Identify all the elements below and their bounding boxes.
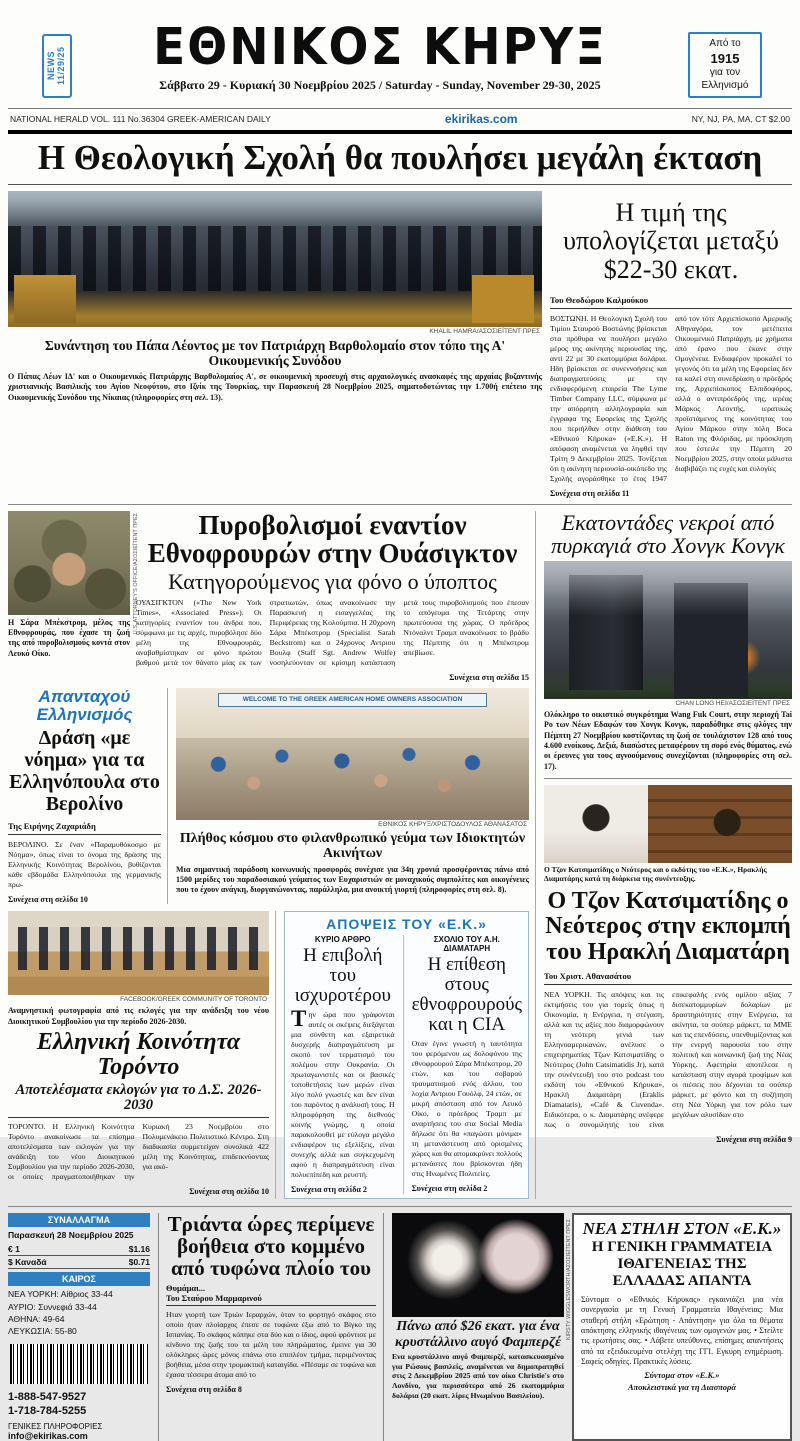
shooting-body: ΟΥΑΣΙΓΚΤΟΝ («The New York Times», «Associated Press»). Οι κατηγορίες εναντίον του άνδρα που, σύμφωνα με τις αρχές, πυροβόλησε δύο μέλη της Εθνοφρουράς, αναβαθμίστηκαν σε φόνο πρώτου βαθμού μετά τον θάνατο μίας εκ των στρατιωτών, όπως ανακοίνωσε την Παρασκευή η εισαγγελέας της Περιφέρειας της Κολούμπια. Η 20χρονη Σάρα Μπέκστρομ (Specialist Sarah Beckstrom) και ο 24χρονος Αντριου Βουλφ (Staff Sgt. Andrew Wolfe) νοσηλεύονταν σε κρίσιμη κατάσταση μετά τους πυροβολισμούς που έπεσαν το απόγευμα της Τετάρτης στην πρωτεύουσα της χώρας. Ο πρόεδρος Ντόναλντ Τραμπ ανακοίνωσε το βράδυ της Πέμπτης ότι η Μπέκστρομ απεβίωσε. [136,597,529,667]
opinions-box [284,911,529,1199]
comment-kicker: ΣΧΟΛΙΟ ΤΟΥ Α.Η. ΔΙΑΜΑΤΑΡΗ [433,935,500,954]
diaspora-kicker: Απανταχού Ελληνισμός [36,686,133,724]
berlin-headline: Δράση «με νόημα» για τα Ελληνόπουλα στο Βερολίνο [9,727,160,816]
website-link[interactable]: ekirikas.com [444,112,518,126]
hongkong-photo [544,561,792,699]
masthead-info-row [8,108,792,128]
section-divider [8,504,792,505]
price-info: NY, NJ, PA, MA, CT $2.00 [691,114,790,124]
since-line1: Από το [709,38,741,49]
weather-header: ΚΑΙΡΟΣ [8,1272,150,1286]
exchange-header: ΣΥΝΑΛΛΑΓΜΑ [8,1213,150,1227]
weather-tomorrow: ΑΥΡΙΟ: Συννεφιά 33-44 [8,1301,97,1312]
since-year: 1915 [710,50,740,66]
typhoon-headline: Τριάντα ώρες περίμενε βοήθεια στο κομμένο από τυφώνα πλοίο του [167,1212,375,1281]
katsimatidis-photo-right-panel [648,785,792,863]
lead-photo [8,191,542,327]
shooting-headline: Πυροβολισμοί εναντίον Εθνοφρουρών στην Ουάσιγκτον [147,509,518,568]
rates-weather-panel [8,1213,150,1441]
toronto-photo-credit: FACEBOOK/GREEK COMMUNITY OF TORONTO [120,996,267,1004]
faberge-caption-text: Ενα κρυστάλλινο αυγό Φαμπερζέ, κατασκευασμένο για Ρώσους βασιλείς, αναμένεται να δημοπρατηθεί στις 2 Δεκεμβρίου 2025 από τον οίκο Christie's στο Λονδίνο, για περισσότερα από 26 εκατομμύρια δολάρια (20 εκατ. λίρες Ηνωμένου Βασιλείου). [392,1352,564,1400]
faberge-photo-credit: KIRSTY WIGGLESWORTH/ΑΣΟΣΙΕΪΤΕΝΤ ΠΡΕΣ [566,1219,572,1341]
new-column-foot2: Αποκλειστικά για τη Διασπορά [627,1381,737,1392]
lead-body: ΒΟΣΤΩΝΗ. Η Θεολογική Σχολή του Τιμίου Σταυρού Βοστώνης βρίσκεται στα πρόθυρα να πουλήσει μεγάλο μέρος της ακίνητης περιουσίας της, αντί 22 με 30 εκατομμύρια δολάρια. Ηδη βρίσκεται σε συνεννοήσεις και διαπραγματεύσεις με την ενδιαφερόμενη εταιρεία The Lyme Timber Company LLC, σύμφωνα με την απόρρητη αλληλογραφία και έγγραφα της Εφορείας της Σχολής που περιήλθαν στην διάθεση του «Εθνικού Κήρυκα» («Ε.Κ.»). Η απόφαση αναμένεται να ληφθεί την Τρίτη 9 Δεκεμβρίου 2025. Τονίζεται ότι η ακίνητη περιουσία-οικόπεδο της Σχολής αγοράσθηκε το έτος 1947 από τον τότε Αρχιεπίσκοπο Αμερικής Αθηναγόρα, τον μετέπειτα Οικουμενικό Πατριάρχη, με χρήματα από έρανο που έκανε στην Ομογένεια. Ενδιαφέρον προκαλεί το γεγονός ότι τα μέλη της Εφορείας δεν τα καλεί στη συνεδρίαση ο πρόεδρός της, Αρχιεπίσκοπος Ελπιδοφόρος, αλλά ο αντιπρόεδρός της, ιερέας Μάρκος Λεοντής, ιερατικώς προϊστάμενος της κοινότητας του Αγίου Μάρκου στην πόλη Boca Raton της Φλόριδας, με πρόσκληση που έστειλε την Πέμπτη 20 Νοεμβρίου 2025, στην οποία μάλιστα διαβιβάζει τις ευχές και ευλογίες [550,313,792,483]
katsimatidis-headline: Ο Τζον Κατσιματίδης ο Νεότερος στην εκπομπή του Ηρακλή Διαματάρη [545,887,791,965]
new-column-headline2: Η ΓΕΝΙΚΗ ΓΡΑΜΜΑΤΕΙΑ ΙΘΑΓΕΝΕΙΑΣ ΤΗΣ ΕΛΛΑΔΑΣ ΑΠΑΝΤΑ [591,1238,773,1290]
opinions-title: ΑΠΟΨΕΙΣ ΤΟΥ «Ε.Κ.» [326,916,487,933]
rate-cad-label: $ Καναδά [8,1257,47,1268]
lead-headline: Η Θεολογική Σχολή θα πουλήσει μεγάλη έκταση [8,134,792,185]
lead-subheadline: Η τιμή της υπολογίζεται μεταξύ $22-30 εκατ. [563,197,779,284]
shooting-subheadline: Κατηγορούμενος για φόνο ο ύποπτος [168,568,497,594]
homeowners-banner-text: WELCOME TO THE GREEK AMERICAN HOME OWNERS ASSOCIATION [218,693,486,707]
toronto-subheadline: Αποτελέσματα εκλογών για το Δ.Σ. 2026-2030 [8,1083,269,1117]
rate-euro-value: $1.16 [128,1244,150,1255]
weather-athens: ΑΘΗΝΑ: 49-64 [8,1313,65,1324]
toronto-body: ΤΟΡΟΝΤΟ. Η Ελληνική Κοινότητα Τορόντο ανακοίνωσε τα επίσημα αποτελέσματα των εκλογών για την ανάδειξη του νέου Διοικητικού Συμβουλίου για την περίοδο 2026-2030, οι οποίες πραγματοποιήθηκαν την Κυριακή 23 Νοεμβρίου στο Πολυμενάκειο Πολιτιστικό Κέντρο. Στη διαδικασία συμμετείχαν συνολικά 422 μέλη της Κοινότητας, επιδεικνύοντας για ακό- [8,1121,269,1181]
rate-euro-label: € 1 [8,1244,20,1255]
homeowners-photo-credit: ΕΘΝΙΚΟΣ ΚΗΡΥΞ/ΧΡΙΣΤΟΔΟΥΛΟΣ ΑΘΑΝΑΣΑΤΟΣ [378,820,527,828]
editorial-headline: Η επιβολή του ισχυροτέρου [294,945,391,1007]
toronto-photo [8,911,269,995]
rate-cad-value: $0.71 [128,1257,150,1268]
berlin-body: ΒΕΡΟΛΙΝΟ. Σε έναν «Παραμυθόκοσμο με Νόημα», όπως είναι το όνομα της δράσης της Ελληνικής Κοινότητας Βερολίνου, βυθίζονται κάθε εβδομάδα Ελληνόπουλα της γερμανικής πρω- [8,840,161,890]
shooting-continuation: Συνέχεια στη σελίδα 15 [449,672,529,682]
opinion-editorial [291,935,395,1194]
katsimatidis-body: ΝΕΑ ΥΟΡΚΗ. Τις απόψεις και τις εκτιμήσεις του για τομείς όπως η Οικονομία, η Ενέργεια, η στέγαση, αλλά και τις αξίες που διαμορφώνουν τη νεότερη γενιά των Ελληνοαμερικανών, ανέλυσε ο επιχειρηματίας Τζων Κατσιματίδης ο Νεότερος (John Catsimatidis Jr), κατά την συνέντευξή του στο podcast του εκδότη του «Εθνικού Κήρυκα», Ηρακλή Διαματάρη (Eraklis Diamataris), «Café & Cuvenda». Ειδικότερα, ο κ. Διαματάρης ανέφερε πως ο συνομιλητής του είναι επικεφαλής ενός ομίλου αξίας 7 δισεκατομμυρίων δολαρίων με δραστηριότητες στην Ενέργεια, τα ακίνητα, τα σούπερ μάρκετ, τα ΜΜΕ και τις επενδύσεις, υπενθυμίζοντας και την ενεργή παρουσία του στην πολιτική και κοινωνική ζωή της Νέας Υόρκης. Αφετηρία αποτέλεσε η κατάσταση στην αγορά τροφίμων και οι πιέσεις που δέχονται τα σούπερ μάρκετ, με φόντο και τη συζήτηση στη Νέα Υόρκη για τον ρόλο των μεγάλων αλυσίδων στο [544,990,792,1130]
katsimatidis-photo [544,785,792,863]
lead-caption-text: Ο Πάπας Λέων ΙΔ' και ο Οικουμενικός Πατριάρχης Βαρθολομαίος Α', σε οικουμενική προσευχή στις αρχαιολογικές ανασκαφές της αρχαίας βυζαντινής χριστιανικής Βασιλικής του Αγίου Νεοφύτου, στο Ιζνίκ της Τουρκίας, την Παρασκευή 28 Νοεμβρίου 2025, σηματοδοτώντας την 1.700ή επέτειο της Οικουμενικής Συνόδου της Νίκαιας (πληροφορίες στη σελ. 13). [8,371,542,402]
lead-continuation: Συνέχεια στη σελίδα 11 [550,488,630,498]
beckstrom-caption: Η Σάρα Μπέκστρομ, μέλος της Εθνοφρουράς, που έχασε τη ζωή της από πυροβολισμούς κοντά στον Λευκό Οίκο. [8,617,130,658]
editorial-body: Την ώρα που γράφονται αυτές οι σκέψεις διεξάγεται μια σύνθετη και εξαιρετικά δυσχερής διαπραγμάτευση με σκοπό τον τερματισμό του πολέμου στην Ουκρανία. Οι πρωταγωνιστές και οι βασικές τοποθετήσεις των μερών είναι λίγο πολύ γνωστές και δεν είναι του παρόντος η ανάλυσή τους. Η πληροφόρηση της διεθνούς κοινής γνώμης, η οποία παρακολουθεί με εύλογα μεγάλο ενδιαφέρον τις εξελίξεις, είναι συνεχής αλλά και συγκεχυμένη αφού η διαπραγμάτευση είναι πολυεπίπεδη και ρευστή. [291,1006,395,1180]
phone-number-1[interactable]: 1-888-547-9527 [8,1390,87,1403]
typhoon-kicker: Θυμάμαι... [166,1283,206,1294]
phone-number-2[interactable]: 1-718-784-5255 [8,1404,87,1417]
new-column-foot1: Σύντομα στον «Ε.Κ.» [644,1370,720,1381]
berlin-continuation: Συνέχεια στη σελίδα 10 [8,895,88,905]
lead-caption-title: Συνάντηση του Πάπα Λέοντος με τον Πατριάρχη Βαρθολομαίο στον τόπο της Α' Οικουμενικής Συνόδου [44,337,506,369]
newspaper-title: ΕΘΝΙΚΟΣ ΚΗΡΥΞ [153,17,607,78]
faberge-photo [392,1213,564,1317]
dateline: Σάββατο 29 - Κυριακή 30 Νοεμβρίου 2025 / Saturday - Sunday, November 29-30, 2025 [159,77,601,92]
rate-row-cad [8,1256,150,1269]
toronto-headline: Ελληνική Κοινότητα Τορόντο [36,1029,241,1080]
exchange-date: Παρασκευή 28 Νοεμβρίου 2025 [8,1230,134,1241]
hongkong-headline: Εκατοντάδες νεκροί από πυρκαγιά στο Χονγκ Κονγκ [551,509,785,558]
weather-ny: ΝΕΑ ΥΟΡΚΗ: Αίθριος 33-44 [8,1289,113,1300]
berlin-story [8,688,168,905]
faberge-caption-title: Πάνω από $26 εκατ. για ένα κρυστάλλινο αυγό Φαμπερζέ [395,1319,561,1350]
since-1915-box [688,32,762,98]
typhoon-story [158,1213,384,1441]
editorial-kicker: ΚΥΡΙΟ ΑΡΘΡΟ [314,935,371,945]
comment-headline: Η επίθεση στους εθνοφρουρούς και η CIA [411,954,522,1036]
new-column-headline1: ΝΕΑ ΣΤΗΛΗ ΣΤΟΝ «Ε.Κ.» [582,1219,782,1239]
news-edition-box [42,34,72,98]
new-column-box [572,1213,792,1441]
hongkong-caption: Ολόκληρο το οικιστικό συγκρότημα Wang Fuk Court, στην περιοχή Tai Po των Νέων Εδαφών του Χονγκ Κονγκ, παραδόθηκε στις φλόγες την Πέμπτη 27 Νοεμβρίου κοστίζοντας τη ζωή σε τουλάχιστον 128 από τους 4.600 ενοίκους. Δεξιά, διασώστες μεταφέρουν τη σορό ενός θύματος, ενώ οι έρευνες για τους αγνοούμενους συνεχίζονται (πληροφορίες στη σελ. 17). [544,709,792,771]
homeowners-caption-title: Πλήθος κόσμου στο φιλανθρωπικό γεύμα των Ιδιοκτητών Ακινήτων [179,830,526,862]
comment-continuation: Συνέχεια στη σελίδα 2 [411,1184,488,1194]
katsimatidis-continuation: Συνέχεια στη σελίδα 9 [716,1135,792,1145]
berlin-byline: Της Ειρήνης Ζαχαριάδη [8,821,161,835]
homeowners-story [176,688,529,905]
typhoon-continuation: Συνέχεια στη σελίδα 8 [166,1385,242,1395]
since-line2: για τον [709,67,741,78]
katsimatidis-caption: Ο Τζον Κατσιματίδης ο Νεότερος και ο εκδότης του «Ε.Κ.», Ηρακλής Διαματάρης κατά τη διάρκεια της συνέντευξης. [544,865,767,884]
katsimatidis-story [544,785,792,1144]
homeowners-caption-text: Μια σημαντική παράδοση κοινωνικής προσφοράς συνέχισε για 34η χρονιά προσφέροντας πάνω από 1500 μερίδες του παραδοσιακού γεύματος των Ευχαριστιών σε μοναχικούς συμπολίτες και οικογένειες που το έχουν ανάγκη, διοργανώνοντας, παράλληλα, μια ανοικτή γιορτή (πληροφορίες στη σελ. 8). [176,864,529,895]
comment-body: Οταν έγινε γνωστή η ταυτότητα του φερόμενου ως δολοφόνου της εθνοφρουρού Σάρα Μπέκστρομ, 20 ετών, και του σοβαρού τραυματισμού ενός άλλου, του λοχία Αντριου Γουόλφ, 24 ετών, σε μικρή απόσταση από τον Λευκό Οίκο, ο πρόεδρος Τραμπ με αναρτήσεις του στα Social Media δήλωσε ότι θα «παγώσει μόνιμα» τη μετανάστευση από ορισμένες χώρες και θα απομακρύνει πολλούς μετανάστες που βρίσκονται ήδη στις Ηνωμένες Πολιτείες. [411,1039,522,1179]
beckstrom-photo [8,511,130,615]
rate-row-euro [8,1243,150,1256]
lead-byline: Του Θεοδώρου Καλμούκου [550,295,792,309]
typhoon-body: Ηταν γιορτή των Τριών Ιεραρχών, όταν το φορτηγό σκάφος στο οποίο ήταν πλοίαρχος έπεσε σε τυφώνα έξω από το Βίγκο της Ισπανίας. Το σκάφος κόπηκε στα δύο και ο ίδιος, αφού φρόντισε με κίνδυνο της ζωής του τα μέλη του πληρώματος, έμεινε για 30 ολόκληρες ώρες μόνος επάνω στο επιπλέον τμήμα, περιμένοντας βοήθεια, μέσα στην τρομακτική καταιγίδα. «Πέσαμε σε τυφώνα και έχασα τέσσερα άτομα από το [166,1310,376,1380]
toronto-continuation: Συνέχεια στη σελίδα 10 [189,1186,269,1196]
typhoon-byline: Του Σταύρου Μαρμαρινού [166,1293,376,1306]
rail-divider [544,778,792,779]
faberge-story [392,1213,572,1441]
toronto-story [8,911,276,1199]
volume-info: NATIONAL HERALD VOL. 111 No.36304 GREEK-AMERICAN DAILY [10,114,271,124]
hongkong-photo-credit: CHAN LONG HEI/ΑΣΟΣΙΕΪΤΕΝΤ ΠΡΕΣ [675,699,790,707]
editorial-continuation: Συνέχεια στη σελίδα 2 [291,1185,367,1195]
opinion-comment [403,935,522,1194]
hongkong-story [544,511,792,773]
katsimatidis-photo-left-panel [544,785,648,863]
katsimatidis-byline: Του Χριστ. Αθανασάτου [544,971,792,985]
email-link[interactable]: info@ekirikas.com [8,1431,88,1441]
lead-photo-credit: KHALIL HAMRA/ΑΣΟΣΙΕΪΤΕΝΤ ΠΡΕΣ [429,327,540,335]
barcode [10,1344,148,1384]
weather-nicosia: ΛΕΥΚΩΣΙΑ: 55-80 [8,1326,77,1337]
masthead [8,17,792,134]
new-column-body: Σύντομα ο «Εθνικός Κήρυκας» εγκαινιάζει μια νέα συνεργασία με τη Γενική Γραμματεία Ιθαγένειας: Μια σταθερή στήλη «Ερώτηση - Απάντηση» για όλα τα θέματα απόκτησης ελληνικής ιθαγένειας των ομογενών μας. • Στείλτε τις ερωτήσεις σας. • Λάβετε υπεύθυνες, επίσημες απαντήσεις από τα εξειδικευμένα στελέχη της ΓΓΙ. Εγκυρη ενημέρωση. Σαφείς οδηγίες. Πρακτικές λύσεις. [581,1294,783,1367]
toronto-caption: Αναμνηστική φωτογραφία από τις εκλογές για την ανάδειξη του νέου Διοικητικού Συμβουλίου για την περίοδο 2026-2030. [8,1006,269,1026]
news-edition-label: NEWS 11/29/25 [46,46,66,86]
since-line3: Ελληνισμό [701,79,749,91]
lead-story [8,134,792,498]
general-info-label: ΓΕΝΙΚΕΣ ΠΛΗΡΟΦΟΡΙΕΣ [8,1422,103,1432]
beckstrom-photo-credit: U.S. ATTORNEY'S OFFICE/ΑΣΟΣΙΕΪΤΕΝΤ ΠΡΕΣ [133,512,139,634]
shooting-story [8,511,529,682]
homeowners-photo [176,688,529,820]
